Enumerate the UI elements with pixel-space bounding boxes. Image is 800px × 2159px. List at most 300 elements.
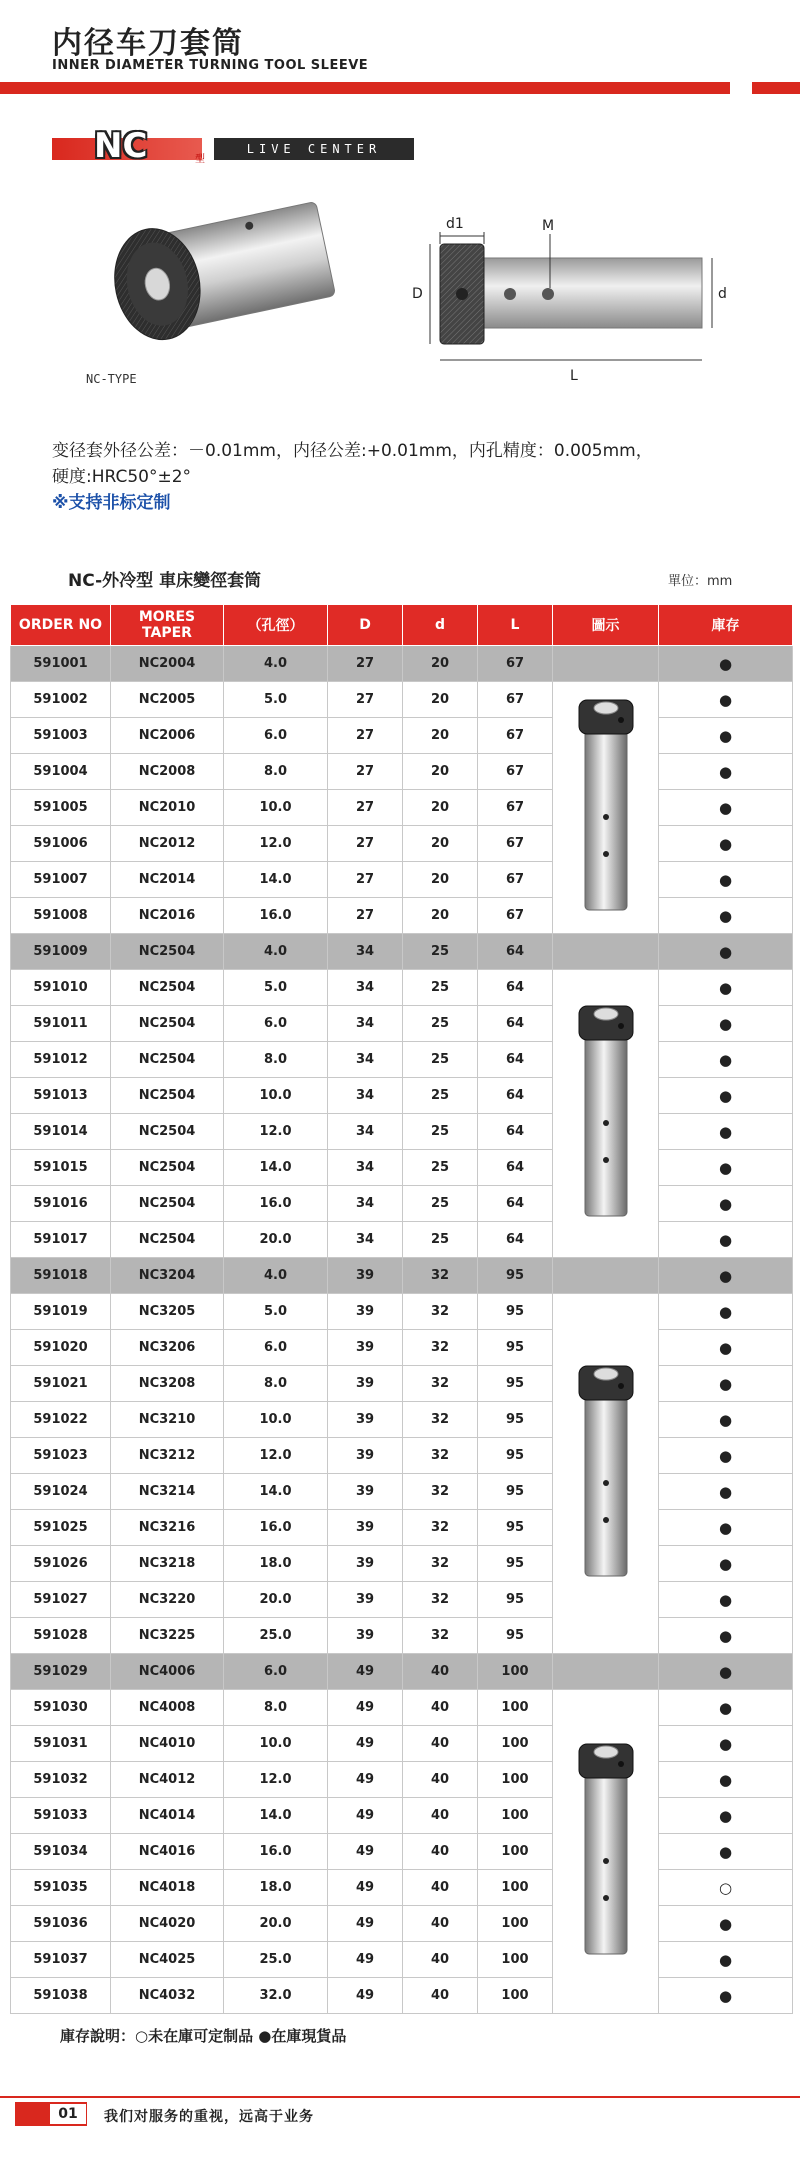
taper-cell: NC3214 [111,1474,224,1510]
D-cell: 34 [328,1186,403,1222]
L-cell: 95 [478,1582,553,1618]
taper-cell: NC4014 [111,1798,224,1834]
D-cell: 39 [328,1438,403,1474]
bore-cell: 5.0 [224,682,328,718]
d-cell: 32 [403,1294,478,1330]
D-cell: 27 [328,862,403,898]
stock-cell: ● [659,1078,793,1114]
order-no-cell: 591003 [11,718,111,754]
D-cell: 49 [328,1978,403,2014]
col-image: 圖示 [553,605,659,646]
stock-cell: ● [659,1222,793,1258]
order-no-cell: 591029 [11,1654,111,1690]
taper-cell: NC4006 [111,1654,224,1690]
stock-cell: ● [659,646,793,682]
bore-cell: 25.0 [224,1942,328,1978]
table-row [11,1150,793,1186]
taper-cell: NC3220 [111,1582,224,1618]
table-row [11,1258,793,1294]
image-cell [553,1654,659,1690]
spec-tolerance: 变径套外径公差：－0.01mm，内径公差:+0.01mm，内孔精度：0.005mm， [52,441,653,461]
taper-cell: NC2504 [111,1006,224,1042]
d-cell: 40 [403,1906,478,1942]
stock-cell: ● [659,1762,793,1798]
order-no-cell: 591016 [11,1186,111,1222]
D-cell: 34 [328,1222,403,1258]
bore-cell: 18.0 [224,1870,328,1906]
header-red-bar-end [752,82,800,94]
page-header [0,0,800,100]
order-no-cell: 591036 [11,1906,111,1942]
d-cell: 20 [403,646,478,682]
L-cell: 64 [478,1114,553,1150]
stock-cell: ● [659,1330,793,1366]
footer-slogan: 我们对服务的重视，远高于业务 [104,2109,314,2125]
spec-custom: ※支持非标定制 [52,493,171,513]
D-cell: 49 [328,1870,403,1906]
d-cell: 25 [403,1078,478,1114]
taper-cell: NC2004 [111,646,224,682]
d-cell: 40 [403,1942,478,1978]
L-cell: 100 [478,1906,553,1942]
D-cell: 27 [328,790,403,826]
d-cell: 32 [403,1330,478,1366]
dim-M: M [542,218,555,234]
order-no-cell: 591023 [11,1438,111,1474]
taper-cell: NC3208 [111,1366,224,1402]
D-cell: 34 [328,934,403,970]
table-row [11,1870,793,1906]
table-body [11,646,793,2014]
L-cell: 64 [478,1222,553,1258]
d-cell: 40 [403,1798,478,1834]
D-cell: 39 [328,1618,403,1654]
badge-label: LIVE CENTER [214,138,414,160]
taper-cell: NC3210 [111,1402,224,1438]
d-cell: 32 [403,1402,478,1438]
table-header-row [11,605,793,646]
bore-cell: 6.0 [224,1006,328,1042]
d-cell: 40 [403,1762,478,1798]
order-no-cell: 591027 [11,1582,111,1618]
taper-cell: NC3218 [111,1546,224,1582]
order-no-cell: 591010 [11,970,111,1006]
D-cell: 34 [328,1150,403,1186]
d-cell: 32 [403,1366,478,1402]
order-no-cell: 591001 [11,646,111,682]
taper-cell: NC2504 [111,1150,224,1186]
table-row [11,1510,793,1546]
taper-cell: NC4012 [111,1762,224,1798]
D-cell: 27 [328,826,403,862]
D-cell: 49 [328,1834,403,1870]
L-cell: 100 [478,1654,553,1690]
L-cell: 67 [478,754,553,790]
L-cell: 100 [478,1978,553,2014]
order-no-cell: 591026 [11,1546,111,1582]
stock-cell: ● [659,682,793,718]
L-cell: 64 [478,1186,553,1222]
stock-legend: 庫存說明：○未在庫可定制品 ●在庫現貨品 [60,2027,347,2045]
bore-cell: 6.0 [224,1654,328,1690]
dim-d1: d1 [446,216,464,232]
order-no-cell: 591021 [11,1366,111,1402]
image-cell [553,934,659,970]
taper-cell: NC2504 [111,1186,224,1222]
L-cell: 64 [478,970,553,1006]
stock-cell: ● [659,826,793,862]
taper-cell: NC2504 [111,1042,224,1078]
L-cell: 100 [478,1870,553,1906]
taper-cell: NC2504 [111,1114,224,1150]
bore-cell: 8.0 [224,754,328,790]
stock-cell: ● [659,1258,793,1294]
taper-cell: NC2010 [111,790,224,826]
d-cell: 20 [403,862,478,898]
D-cell: 49 [328,1654,403,1690]
bore-cell: 10.0 [224,1078,328,1114]
D-cell: 39 [328,1294,403,1330]
stock-cell: ● [659,1438,793,1474]
stock-cell: ● [659,1690,793,1726]
taper-cell: NC2016 [111,898,224,934]
table-row [11,898,793,934]
type-badge [52,126,382,166]
L-cell: 100 [478,1762,553,1798]
table-row [11,1078,793,1114]
d-cell: 40 [403,1690,478,1726]
taper-cell: NC3204 [111,1258,224,1294]
badge-code: NC [94,126,148,166]
footer-divider [0,2096,800,2098]
stock-cell: ● [659,1582,793,1618]
bore-cell: 8.0 [224,1042,328,1078]
stock-cell: ● [659,1186,793,1222]
sleeve-thumbnail-icon [571,1362,641,1582]
header-red-bar [0,82,730,94]
D-cell: 34 [328,1042,403,1078]
dim-D: D [412,286,423,302]
spec-table [10,604,793,2014]
d-cell: 25 [403,934,478,970]
table-row [11,1186,793,1222]
stock-cell: ○ [659,1870,793,1906]
L-cell: 100 [478,1798,553,1834]
bore-cell: 12.0 [224,826,328,862]
table-row [11,934,793,970]
order-no-cell: 591017 [11,1222,111,1258]
D-cell: 39 [328,1402,403,1438]
table-title: NC-外冷型 車床變徑套筒 [68,571,262,591]
table-row [11,1042,793,1078]
product-photo [110,200,340,360]
image-cell [553,1258,659,1294]
product-thumbnail [553,682,659,934]
d-cell: 32 [403,1546,478,1582]
D-cell: 49 [328,1906,403,1942]
d-cell: 20 [403,826,478,862]
photo-caption: NC-TYPE [86,372,137,386]
table-row [11,1978,793,2014]
L-cell: 67 [478,898,553,934]
D-cell: 27 [328,682,403,718]
stock-cell: ● [659,970,793,1006]
L-cell: 95 [478,1474,553,1510]
L-cell: 100 [478,1834,553,1870]
L-cell: 100 [478,1690,553,1726]
table-row [11,1294,793,1330]
bore-cell: 5.0 [224,970,328,1006]
badge-suffix: 型 [195,154,205,165]
bore-cell: 4.0 [224,646,328,682]
stock-cell: ● [659,1474,793,1510]
d-cell: 32 [403,1582,478,1618]
bore-cell: 10.0 [224,1402,328,1438]
d-cell: 20 [403,682,478,718]
D-cell: 49 [328,1690,403,1726]
D-cell: 34 [328,1114,403,1150]
bore-cell: 16.0 [224,1834,328,1870]
D-cell: 27 [328,646,403,682]
order-no-cell: 591037 [11,1942,111,1978]
order-no-cell: 591019 [11,1294,111,1330]
D-cell: 39 [328,1366,403,1402]
taper-cell: NC3212 [111,1438,224,1474]
table-row [11,682,793,718]
stock-cell: ● [659,1294,793,1330]
table-row [11,1942,793,1978]
order-no-cell: 591004 [11,754,111,790]
table-row [11,1582,793,1618]
L-cell: 67 [478,826,553,862]
taper-cell: NC4008 [111,1690,224,1726]
d-cell: 20 [403,898,478,934]
taper-cell: NC3206 [111,1330,224,1366]
D-cell: 34 [328,970,403,1006]
d-cell: 25 [403,970,478,1006]
order-no-cell: 591018 [11,1258,111,1294]
L-cell: 95 [478,1294,553,1330]
stock-cell: ● [659,1114,793,1150]
stock-cell: ● [659,1834,793,1870]
D-cell: 39 [328,1258,403,1294]
order-no-cell: 591035 [11,1870,111,1906]
bore-cell: 10.0 [224,790,328,826]
unit-label: 單位：mm [668,574,733,589]
L-cell: 100 [478,1726,553,1762]
L-cell: 95 [478,1258,553,1294]
bore-cell: 5.0 [224,1294,328,1330]
col-mores-taper: MORES TAPER [111,605,224,646]
table-row [11,1906,793,1942]
bore-cell: 20.0 [224,1906,328,1942]
sleeve-thumbnail-icon [571,1740,641,1960]
bore-cell: 16.0 [224,1510,328,1546]
stock-cell: ● [659,1150,793,1186]
table-row [11,826,793,862]
order-no-cell: 591012 [11,1042,111,1078]
bore-cell: 14.0 [224,862,328,898]
taper-cell: NC4016 [111,1834,224,1870]
stock-cell: ● [659,1618,793,1654]
bore-cell: 14.0 [224,1474,328,1510]
L-cell: 95 [478,1402,553,1438]
table-row [11,1726,793,1762]
sleeve-thumbnail-icon [571,696,641,916]
D-cell: 49 [328,1798,403,1834]
D-cell: 39 [328,1330,403,1366]
d-cell: 20 [403,754,478,790]
d-cell: 32 [403,1474,478,1510]
stock-cell: ● [659,862,793,898]
stock-cell: ● [659,1798,793,1834]
order-no-cell: 591011 [11,1006,111,1042]
col-L: L [478,605,553,646]
page-number: 01 [50,2104,86,2124]
D-cell: 49 [328,1942,403,1978]
table-row [11,1366,793,1402]
product-thumbnail [553,1294,659,1654]
L-cell: 67 [478,790,553,826]
stock-cell: ● [659,1654,793,1690]
taper-cell: NC3216 [111,1510,224,1546]
stock-cell: ● [659,1510,793,1546]
taper-cell: NC3205 [111,1294,224,1330]
order-no-cell: 591009 [11,934,111,970]
d-cell: 32 [403,1510,478,1546]
table-row [11,1330,793,1366]
stock-cell: ● [659,1006,793,1042]
L-cell: 64 [478,1078,553,1114]
table-row [11,790,793,826]
col-d: d [403,605,478,646]
L-cell: 64 [478,1042,553,1078]
order-no-cell: 591015 [11,1150,111,1186]
stock-cell: ● [659,1942,793,1978]
d-cell: 25 [403,1042,478,1078]
order-no-cell: 591025 [11,1510,111,1546]
stock-cell: ● [659,790,793,826]
table-row [11,862,793,898]
order-no-cell: 591033 [11,1798,111,1834]
col-D: D [328,605,403,646]
L-cell: 64 [478,1150,553,1186]
d-cell: 40 [403,1834,478,1870]
L-cell: 100 [478,1942,553,1978]
table-row [11,718,793,754]
page-subtitle: INNER DIAMETER TURNING TOOL SLEEVE [52,58,369,73]
col-stock: 庫存 [659,605,793,646]
d-cell: 20 [403,718,478,754]
d-cell: 25 [403,1150,478,1186]
stock-cell: ● [659,898,793,934]
table-row [11,1690,793,1726]
bore-cell: 20.0 [224,1582,328,1618]
taper-cell: NC4018 [111,1870,224,1906]
taper-cell: NC2006 [111,718,224,754]
order-no-cell: 591013 [11,1078,111,1114]
table-row [11,1438,793,1474]
d-cell: 25 [403,1222,478,1258]
d-cell: 32 [403,1438,478,1474]
sleeve-thumbnail-icon [571,1002,641,1222]
table-row [11,1402,793,1438]
bore-cell: 16.0 [224,1186,328,1222]
table-row [11,646,793,682]
bore-cell: 12.0 [224,1762,328,1798]
D-cell: 27 [328,898,403,934]
D-cell: 34 [328,1006,403,1042]
spec-hardness: 硬度:HRC50°±2° [52,467,192,487]
col-order-no: ORDER NO [11,605,111,646]
L-cell: 64 [478,934,553,970]
d-cell: 40 [403,1870,478,1906]
stock-cell: ● [659,1546,793,1582]
stock-cell: ● [659,1366,793,1402]
page-title: 内径车刀套筒 [52,26,244,61]
stock-cell: ● [659,1906,793,1942]
table-row [11,1546,793,1582]
table-row [11,1834,793,1870]
L-cell: 95 [478,1330,553,1366]
L-cell: 64 [478,1006,553,1042]
bore-cell: 14.0 [224,1150,328,1186]
L-cell: 95 [478,1438,553,1474]
bore-cell: 12.0 [224,1114,328,1150]
d-cell: 40 [403,1978,478,2014]
d-cell: 40 [403,1654,478,1690]
taper-cell: NC2504 [111,1078,224,1114]
taper-cell: NC2012 [111,826,224,862]
bore-cell: 4.0 [224,1258,328,1294]
bore-cell: 8.0 [224,1366,328,1402]
d-cell: 40 [403,1726,478,1762]
L-cell: 95 [478,1618,553,1654]
stock-cell: ● [659,718,793,754]
table-row [11,1474,793,1510]
d-cell: 25 [403,1114,478,1150]
bore-cell: 4.0 [224,934,328,970]
order-no-cell: 591002 [11,682,111,718]
bore-cell: 16.0 [224,898,328,934]
taper-cell: NC3225 [111,1618,224,1654]
bore-cell: 6.0 [224,718,328,754]
product-thumbnail [553,1690,659,2014]
order-no-cell: 591022 [11,1402,111,1438]
L-cell: 67 [478,682,553,718]
order-no-cell: 591024 [11,1474,111,1510]
D-cell: 39 [328,1582,403,1618]
stock-cell: ● [659,934,793,970]
D-cell: 39 [328,1474,403,1510]
dimension-diagram [410,210,730,390]
table-row [11,1222,793,1258]
L-cell: 95 [478,1366,553,1402]
table-row [11,1618,793,1654]
D-cell: 39 [328,1510,403,1546]
bore-cell: 25.0 [224,1618,328,1654]
L-cell: 95 [478,1510,553,1546]
stock-cell: ● [659,1726,793,1762]
order-no-cell: 591005 [11,790,111,826]
order-no-cell: 591028 [11,1618,111,1654]
product-thumbnail [553,970,659,1258]
table-row [11,1114,793,1150]
D-cell: 39 [328,1546,403,1582]
order-no-cell: 591014 [11,1114,111,1150]
taper-cell: NC2504 [111,1222,224,1258]
D-cell: 49 [328,1726,403,1762]
